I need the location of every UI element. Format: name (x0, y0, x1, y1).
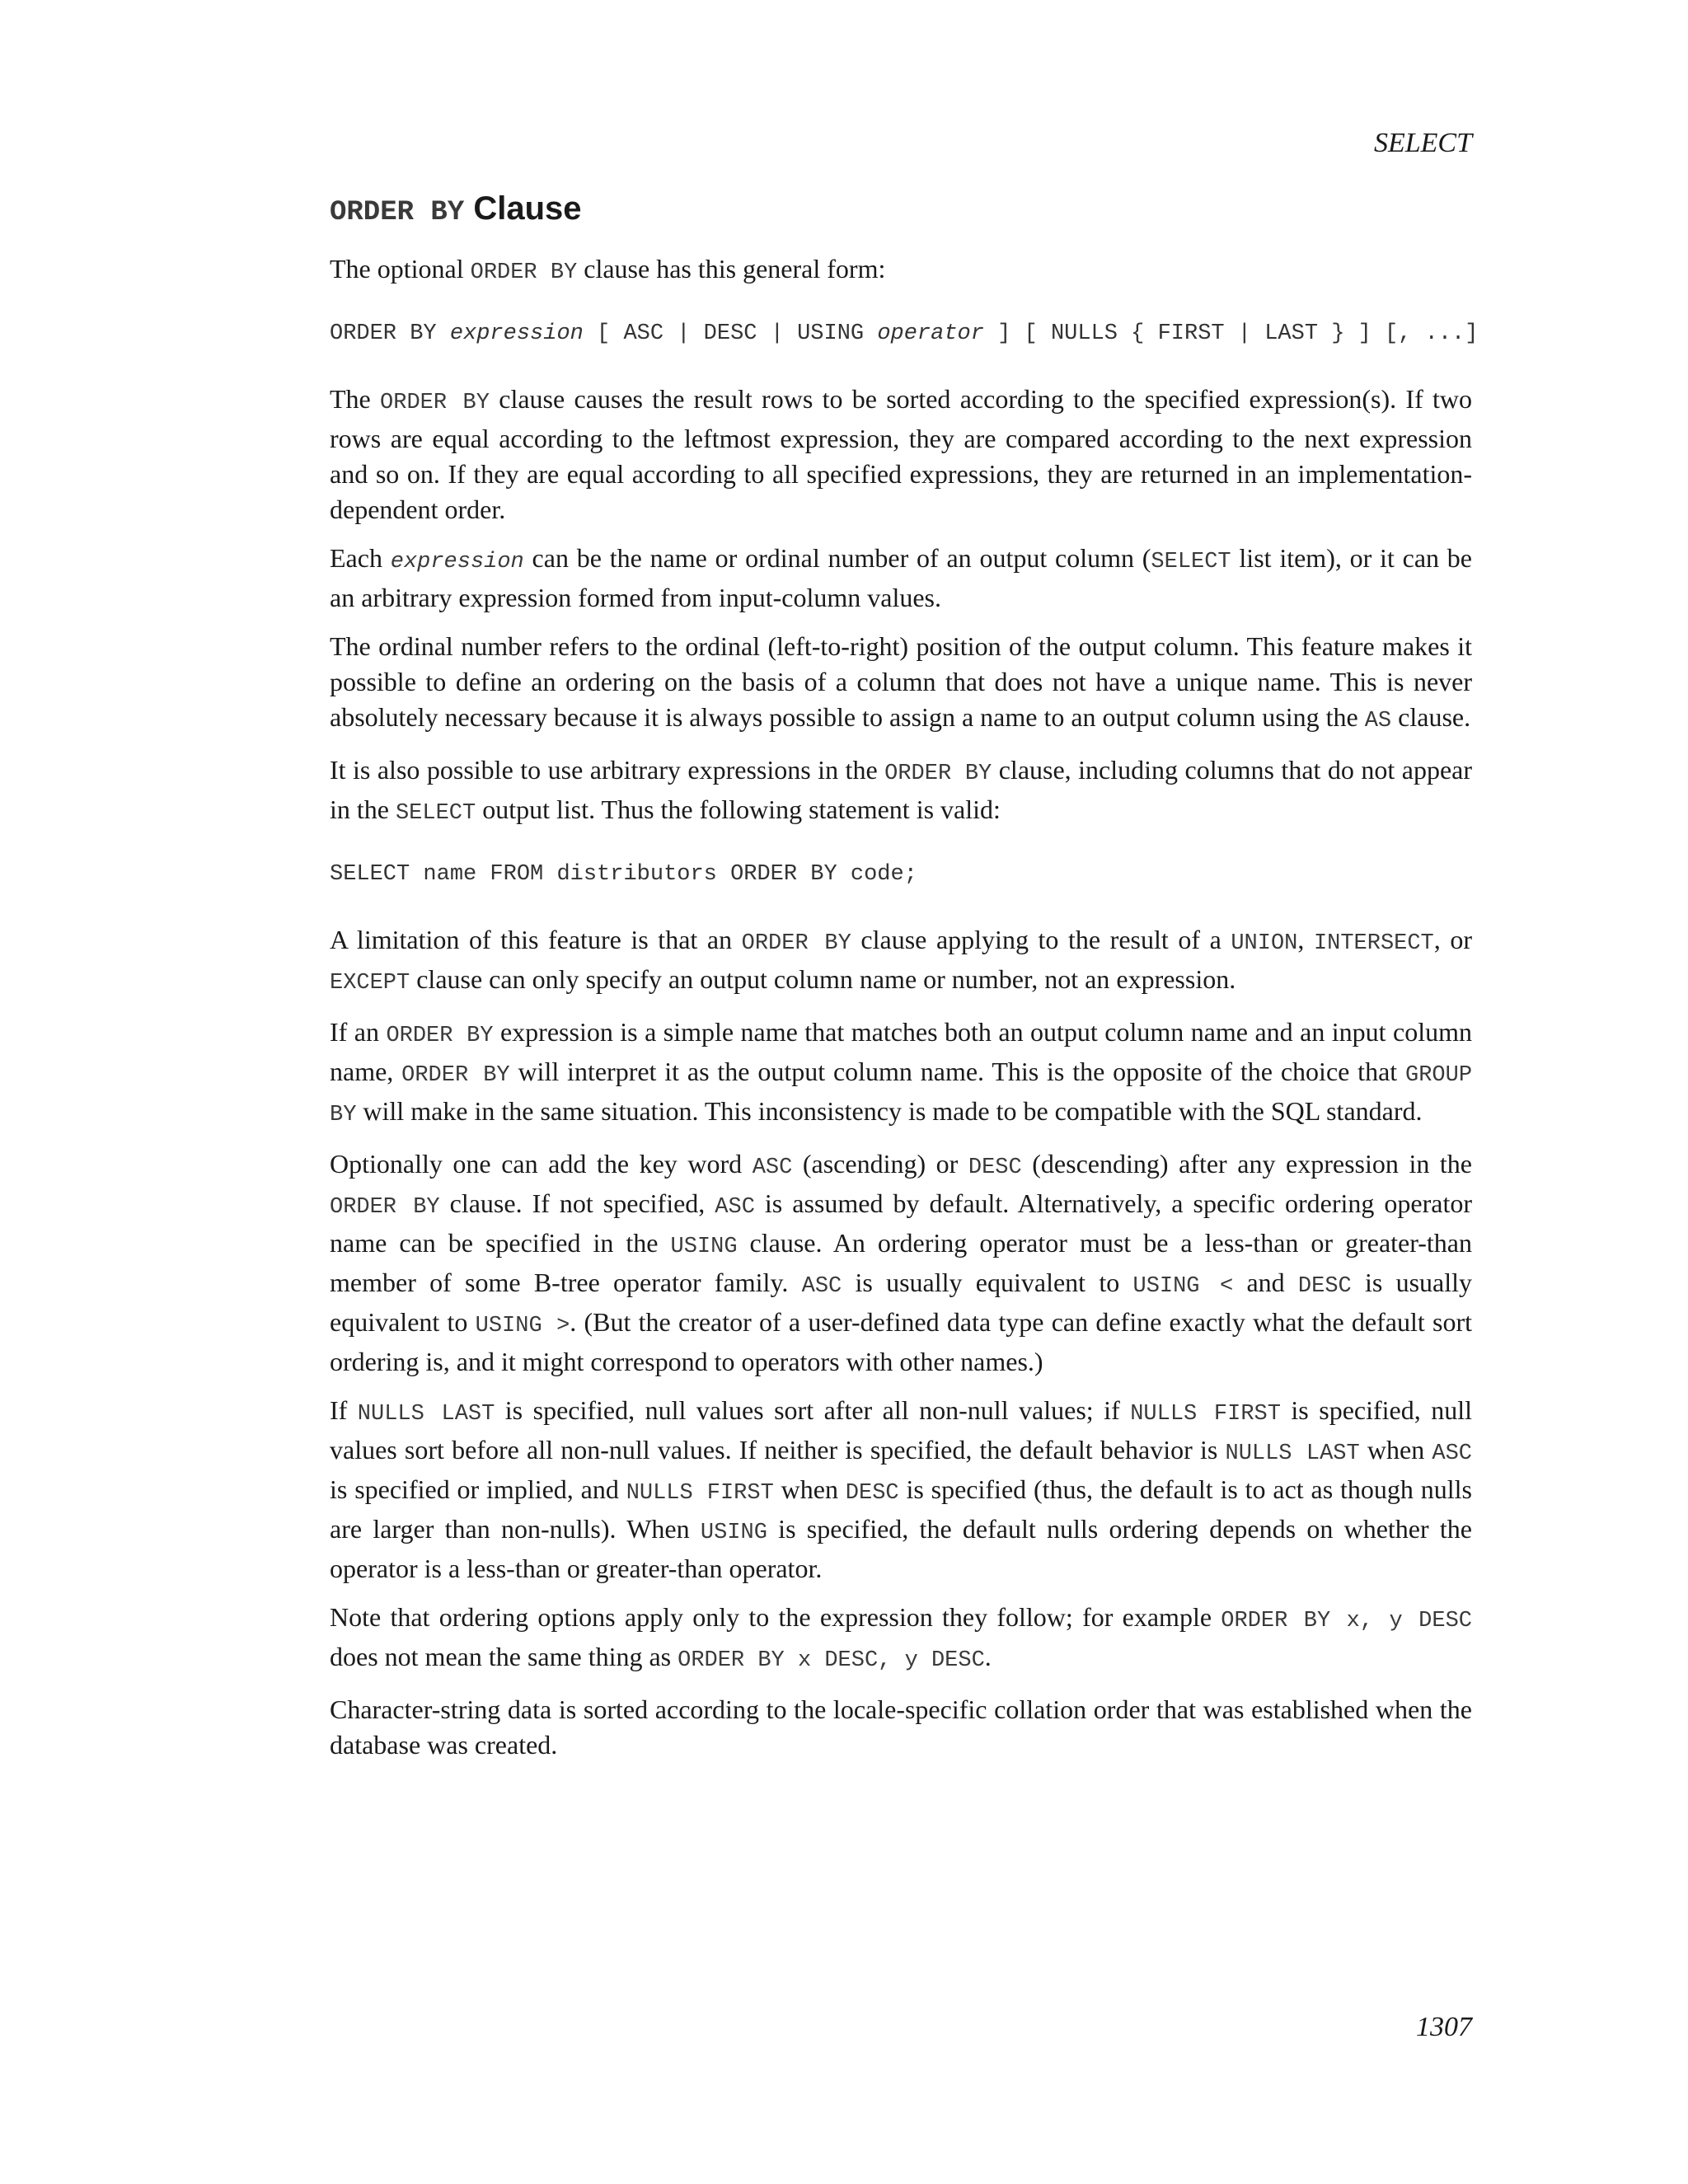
inline-code: ORDER BY (884, 762, 992, 786)
paragraph-asc-desc: Optionally one can add the key word ASC (ascending) or DESC (descending) after any expression in the ORDER BY clause. If not specified, ASC is assumed by default. Alternatively, a specific ordering operator name can be specified in the USING clause. An ordering operator must be a less-than or greater-than member of some B-tree operator family. ASC is usually equivalent to USING < and DESC is usually equivalent to USING >. (But the creator of a user-defined data type can define exactly what the default sort ordering is, and it might correspond to operators with other names.) (330, 1149, 1473, 1376)
section-title-code: ORDER BY (330, 197, 465, 228)
inline-code: ORDER BY (401, 1063, 510, 1088)
inline-code: NULLS LAST (1225, 1441, 1360, 1466)
inline-code: ORDER BY (330, 1195, 440, 1220)
syntax-synopsis: ORDER BY expression [ ASC | DESC | USING operator ] [ NULLS { FIRST | LAST } ] [, ...] (330, 321, 1479, 346)
inline-code: SELECT (1151, 550, 1231, 574)
inline-code: ORDER BY (741, 931, 851, 956)
example-code: SELECT name FROM distributors ORDER BY code; (330, 862, 917, 887)
inline-code: ORDER BY (386, 1024, 494, 1048)
inline-code: ORDER BY (380, 391, 490, 415)
intro-paragraph: The optional ORDER BY clause has this general form: (330, 254, 886, 285)
inline-code: ORDER BY x DESC, y DESC (678, 1648, 985, 1673)
inline-code: UNION (1231, 931, 1298, 956)
paragraph-expression: Each expression can be the name or ordinal number of an output column (SELECT list item), or it can be an arbitrary expression formed from input-column values. (330, 543, 1473, 612)
main-content (330, 188, 1479, 1776)
inline-code: NULLS FIRST (1130, 1402, 1281, 1427)
inline-code: EXCEPT (330, 971, 410, 996)
inline-code: INTERSECT (1313, 931, 1434, 956)
inline-code: DESC (845, 1481, 899, 1506)
inline-code: DESC (1297, 1274, 1352, 1299)
page-number: 1307 (1416, 2012, 1472, 2042)
inline-code: SELECT (395, 801, 476, 826)
inline-code: GROUP BY (330, 1063, 1473, 1127)
paragraph-ordering-options: Note that ordering options apply only to the expression they follow; for example ORDER BY x, y DESC does not mean the same thing as ORDER BY x DESC, y DESC. (330, 1602, 1472, 1673)
inline-code: ORDER BY x, y DESC (1221, 1609, 1472, 1633)
inline-code: AS (1364, 709, 1392, 733)
inline-code: DESC (968, 1155, 1022, 1180)
section-title (330, 188, 1472, 233)
paragraph-sort-behavior: The ORDER BY clause causes the result rows to be sorted according to the specified expression(s). If two rows are equal according to the leftmost expression, they are compared according to the next expression and so on. If they are equal according to all specified expressions, they are returned in an implementation-dependent order. (330, 384, 1473, 524)
inline-code: USING < (1132, 1274, 1234, 1299)
section-title-text: Clause (473, 190, 582, 227)
placeholder-expression: expression (449, 321, 584, 346)
paragraph-collation: Character-string data is sorted according to the locale-specific collation order that was established when the database was created. (330, 1694, 1472, 1760)
inline-code: USING (700, 1521, 767, 1545)
inline-code: ORDER BY (470, 260, 578, 285)
inline-code: ASC (801, 1274, 842, 1299)
inline-code: ASC (715, 1195, 755, 1220)
paragraph-nulls-ordering: If NULLS LAST is specified, null values sort after all non-null values; if NULLS FIRST is specified, null values sort before all non-null values. If neither is specified, the default behavior is NULLS LAST when ASC is specified or implied, and NULLS FIRST when DESC is specified (thus, the default is to act as though nulls are larger than non-nulls). When USING is specified, the default nulls ordering depends on whether the operator is a less-than or greater-than operator. (330, 1395, 1473, 1583)
inline-code: USING (670, 1235, 738, 1259)
running-header: SELECT (1373, 128, 1472, 158)
inline-code: USING > (475, 1314, 570, 1338)
inline-code: NULLS LAST (357, 1402, 495, 1427)
inline-code: ASC (752, 1155, 793, 1180)
inline-code: expression (390, 550, 524, 574)
inline-code: ASC (1432, 1441, 1473, 1466)
inline-code: NULLS FIRST (626, 1481, 774, 1506)
placeholder-operator: operator (877, 321, 984, 346)
paragraph-arbitrary-expressions: It is also possible to use arbitrary expressions in the ORDER BY clause, including columns that do not appear in the SELECT output list. Thus the following statement is valid: (330, 755, 1473, 826)
paragraph-limitation: A limitation of this feature is that an ORDER BY clause applying to the result of a UNION, INTERSECT, or EXCEPT clause can only specify an output column name or number, not an expression. (330, 925, 1472, 996)
paragraph-ordinal: The ordinal number refers to the ordinal (left-to-right) position of the output column. This feature makes it possible to define an ordering on the basis of a column that does not have a unique name. This is never absolutely necessary because it is always possible to assign a name to an output column using the AS clause. (330, 631, 1472, 733)
paragraph-name-resolution: If an ORDER BY expression is a simple name that matches both an output column name and an input column name, ORDER BY will interpret it as the output column name. This is the opposite of the choice that GROUP BY will make in the same situation. This inconsistency is made to be compatible with the SQL standard. (330, 1017, 1473, 1127)
